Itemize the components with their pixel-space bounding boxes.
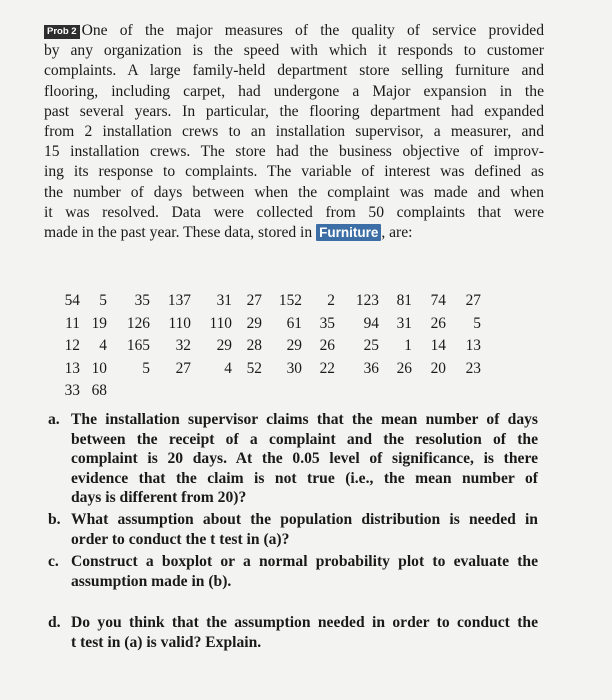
problem-text <box>44 21 544 243</box>
data-cell: 74 <box>430 292 446 309</box>
problem-badge: Prob 2 <box>44 25 80 39</box>
data-cell: 4 <box>99 337 107 355</box>
data-cell: 30 <box>286 359 302 377</box>
data-cell: 2 <box>327 292 335 309</box>
question-item <box>48 552 538 591</box>
data-cell: 25 <box>363 337 379 355</box>
data-cell: 54 <box>64 292 80 309</box>
question-line: Construct a boxplot or a normal probability plot to evaluate the <box>71 553 538 571</box>
data-cell: 110 <box>168 314 191 332</box>
data-cell: 5 <box>142 359 150 377</box>
data-cell: 14 <box>430 337 446 355</box>
problem-line: it was resolved. Data were collected from 50 complaints that were <box>44 203 544 221</box>
data-cell: 26 <box>396 359 412 377</box>
question-label: a. <box>48 411 60 428</box>
problem-line-last: made in the past year. These data, stored in Furniture , are: <box>44 224 413 242</box>
data-cell: 5 <box>473 314 481 332</box>
data-row <box>52 313 481 336</box>
data-cell: 110 <box>209 314 232 332</box>
problem-line: flooring, including carpet, had undergone a Major expansion in the <box>44 82 544 100</box>
problem-line: by any organization is the speed with which it responds to customer <box>44 42 544 60</box>
data-cell: 61 <box>286 314 302 332</box>
question-item <box>48 410 538 508</box>
data-cell: 20 <box>430 359 446 377</box>
question-line: assumption made in (b). <box>71 572 232 590</box>
data-cell: 29 <box>246 314 262 332</box>
data-cell: 10 <box>91 359 107 377</box>
data-row <box>52 290 481 313</box>
data-cell: 12 <box>64 337 80 355</box>
question-line: evidence that the claim is not true (i.e., the mean number of <box>71 469 538 487</box>
question-line: What assumption about the population distribution is needed in <box>71 510 538 528</box>
data-cell: 152 <box>278 292 302 309</box>
data-cell: 35 <box>319 314 335 332</box>
data-cell: 26 <box>319 337 335 355</box>
question-item <box>48 613 538 652</box>
data-cell: 123 <box>355 292 379 309</box>
problem-line: past several years. In particular, the flooring department had expanded <box>44 102 544 120</box>
data-cell: 13 <box>64 359 80 377</box>
data-cell: 137 <box>167 292 191 309</box>
data-cell: 26 <box>430 314 446 332</box>
question-label: c. <box>48 553 59 571</box>
data-cell: 13 <box>465 337 481 355</box>
data-row <box>52 335 481 358</box>
question-label: d. <box>48 614 61 632</box>
problem-line: complaints. A large family-held department store selling furniture and <box>44 62 544 80</box>
problem-line: 15 installation crews. The store had the business objective of improv- <box>44 143 544 161</box>
data-cell: 35 <box>134 292 150 309</box>
data-cell: 29 <box>216 337 232 355</box>
data-row <box>52 358 481 381</box>
question-line: days is different from 20)? <box>71 489 247 507</box>
file-name-link[interactable]: Furniture <box>316 224 381 241</box>
question-line: Do you think that the assumption needed in order to conduct the <box>71 614 538 632</box>
data-cell: 126 <box>126 314 150 332</box>
question-line: complaint is 20 days. At the 0.05 level of significance, is there <box>71 450 538 468</box>
problem-line: the number of days between when the complaint was made and when <box>44 183 544 201</box>
problem-line: from 2 installation crews to an installation supervisor, a measurer, and <box>44 123 544 141</box>
data-cell: 1 <box>404 337 412 355</box>
problem-line: ing its response to complaints. The variable of interest was defined as <box>44 163 544 181</box>
data-cell: 22 <box>319 359 335 377</box>
question-label: b. <box>48 510 61 528</box>
data-cell: 4 <box>224 359 232 377</box>
data-cell: 31 <box>396 314 412 332</box>
data-cell: 23 <box>465 359 481 377</box>
data-cell: 27 <box>175 359 191 377</box>
data-cell: 19 <box>91 314 107 332</box>
data-cell: 5 <box>99 292 107 309</box>
data-table <box>52 290 481 403</box>
question-list <box>48 410 538 653</box>
data-cell: 81 <box>396 292 412 309</box>
data-cell: 29 <box>286 337 302 355</box>
data-cell: 27 <box>246 292 262 309</box>
data-cell: 27 <box>465 292 481 309</box>
data-cell: 68 <box>91 382 107 400</box>
question-line: t test in (a) is valid? Explain. <box>71 633 262 651</box>
data-row <box>52 380 481 403</box>
problem-line: Prob 2 One of the major measures of the quality of service provided <box>44 21 544 41</box>
data-cell: 31 <box>216 292 232 309</box>
data-cell: 28 <box>246 337 262 355</box>
data-cell: 36 <box>363 359 379 377</box>
question-line: between the receipt of a complaint and the resolution of the <box>71 430 538 448</box>
data-cell: 94 <box>363 314 379 332</box>
question-item <box>48 510 538 549</box>
data-cell: 33 <box>64 382 80 400</box>
data-cell: 32 <box>175 337 191 355</box>
question-line: order to conduct the t test in (a)? <box>71 530 290 548</box>
data-cell: 165 <box>126 337 150 355</box>
data-cell: 52 <box>246 359 262 377</box>
data-cell: 11 <box>65 314 80 332</box>
question-line: The installation supervisor claims that the mean number of days <box>71 411 538 428</box>
